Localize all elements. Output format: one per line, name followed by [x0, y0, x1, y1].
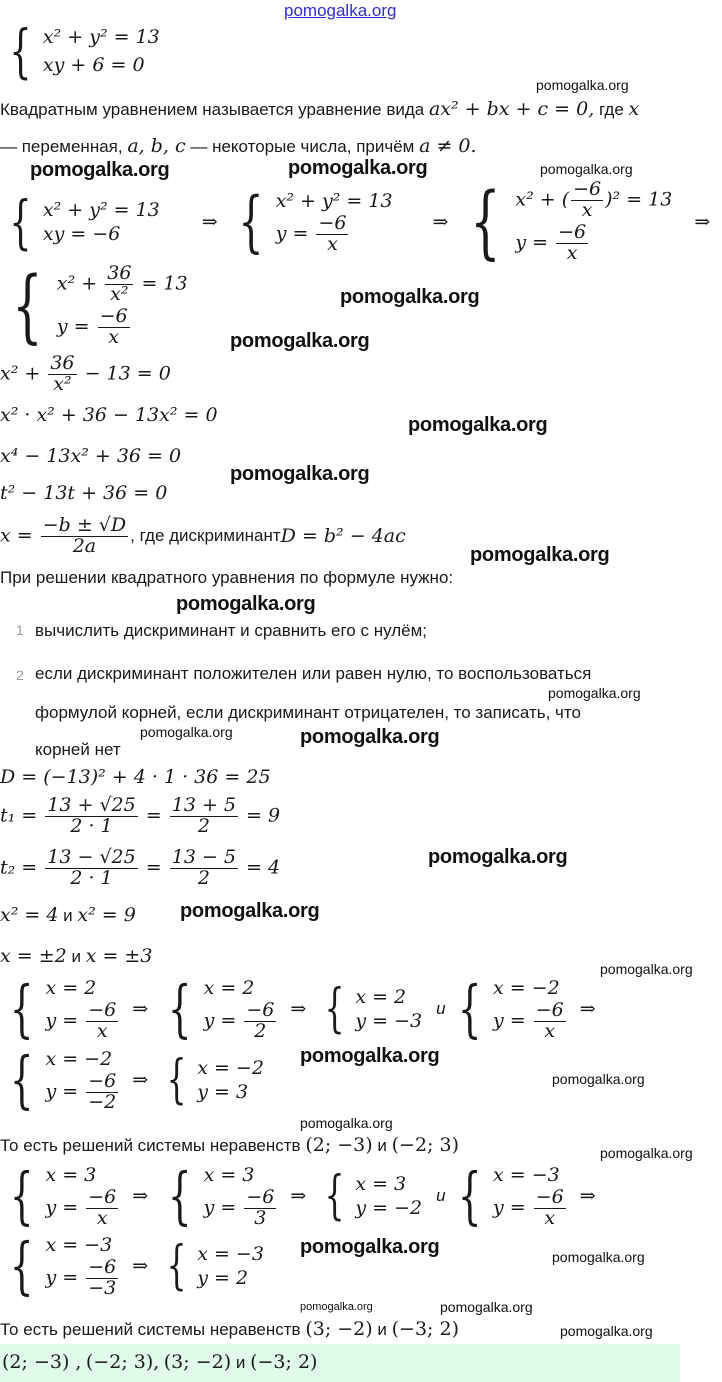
system-row: x = 2 [203, 976, 255, 999]
system-row: x = −2 [45, 1047, 113, 1070]
substitution-step: { x² + y² = 13 xy = −6 ⇒ { x² + y² = 13 y = $\frac{-6}{x}$ ⇒ { x² + ( $\frac{-6}{x}$ )² = 13 y = $\frac{-6}{x}$ ⇒ [9, 175, 711, 268]
system-row: y = $\frac{-6}{-3}$ [45, 1255, 117, 1299]
discriminant: D = (−13)² + 4 · 1 · 36 = 25 [0, 766, 271, 788]
implies-icon: ⇒ [132, 1185, 149, 1207]
system-row: x = −3 [45, 1233, 113, 1256]
text: и [372, 1136, 392, 1155]
text: где [594, 100, 629, 119]
solution: (−3; 2) [391, 1318, 460, 1340]
math: x = ±2 [0, 945, 67, 967]
system-row: x² + y² = 13 [42, 199, 160, 221]
fraction: $\frac{-6}{x}$ [99, 304, 128, 348]
system-row: x² + ( $\frac{-6}{x}$ )² = 13 [515, 178, 673, 222]
fraction: $\frac{13 - 5}{2}$ [171, 846, 236, 889]
case-a-row-1: { x = 2 y = $\frac{-6}{x}$ ⇒ { x = 2 y = $\frac{-6}{2}$ ⇒ { x = 2 y = −3 и { x = −2 y = $\frac{-6}{x}$ ⇒ [9, 972, 596, 1045]
case-b-row-2: { x = −3 y = $\frac{-6}{-3}$ ⇒ { x = −3 y = 2 [9, 1229, 264, 1302]
rule-intro: При решении квадратного уравнения по формуле нужно: [0, 568, 454, 587]
fraction: $\frac{36}{\text{x²}}$ [50, 352, 75, 395]
watermark: pomogalka.org [552, 1071, 645, 1087]
watermark: pomogalka.org [540, 161, 633, 177]
fraction: $\frac{-6}{x}$ [535, 998, 564, 1042]
system-row: y = $\frac{-6}{x}$ [45, 998, 117, 1042]
list-number: 1 [16, 622, 24, 638]
system-row: x = −3 [493, 1163, 560, 1186]
text: Квадратным уравнением называется уравнение вида [0, 100, 429, 119]
system-row: y = $\frac{-6}{3}$ [203, 1185, 275, 1229]
system-row: x = 2 [45, 976, 97, 999]
implies-icon: ⇒ [201, 211, 218, 233]
implies-icon: ⇒ [132, 1255, 149, 1277]
system-row: y = $\frac{-6}{2}$ [203, 998, 275, 1042]
fraction: $\frac{-6}{x}$ [88, 998, 117, 1042]
system-row: x = −2 [493, 976, 560, 999]
watermark: pomogalka.org [30, 159, 170, 181]
fraction: $\frac{-6}{-3}$ [88, 1255, 117, 1299]
answer [2, 1351, 317, 1373]
system-row: y = $\frac{-6}{x}$ [515, 221, 587, 264]
system-row: xy = −6 [42, 223, 121, 245]
root-t1: t₁ = $\frac{13 + √25}{2 \cdot 1}$ = $\frac{13 + 5}{2}$ = 9 [0, 794, 281, 837]
watermark: pomogalka.org [300, 1236, 440, 1258]
system-row: xy + 6 = 0 [42, 54, 145, 76]
implies-icon: ⇒ [579, 1185, 596, 1207]
solution: (2; −3) , [2, 1351, 82, 1373]
fraction: $\frac{13 + √25}{2 \cdot 1}$ [47, 794, 136, 837]
equation: x⁴ − 13x² + 36 = 0 [0, 445, 182, 467]
system-row: x² + y² = 13 [42, 26, 160, 48]
fraction: $\frac{-6}{-2}$ [88, 1069, 117, 1113]
watermark: pomogalka.org [548, 685, 641, 701]
fraction: $\frac{-6}{2}$ [246, 998, 275, 1042]
solution: (−2; 3) [391, 1134, 460, 1156]
definition-line-1 [0, 98, 639, 120]
fraction: $\frac{13 - √25}{2 \cdot 1}$ [47, 846, 136, 889]
watermark: pomogalka.org [300, 1115, 393, 1131]
text: и [231, 1353, 251, 1372]
watermark: pomogalka.org [300, 1301, 373, 1313]
fraction: $\frac{-6}{x}$ [535, 1185, 564, 1229]
x-values [0, 945, 152, 967]
system-row: y = 2 [197, 1267, 249, 1289]
fraction: $\frac{-6}{x}$ [558, 221, 587, 264]
implies-icon: ⇒ [432, 211, 449, 233]
solution: (2; −3) [305, 1134, 373, 1156]
system-row: y = $\frac{-6}{x}$ [56, 304, 128, 348]
system-row: y = $\frac{-6}{x}$ [45, 1185, 117, 1229]
text: — некоторые числа, причём [185, 137, 420, 156]
watermark: pomogalka.org [536, 77, 629, 93]
text: и [436, 1186, 446, 1205]
implies-icon: ⇒ [132, 1069, 149, 1091]
math: D = b² − 4ac [280, 525, 406, 547]
watermark: pomogalka.org [288, 157, 428, 179]
case-a-row-2: { x = −2 y = $\frac{-6}{-2}$ ⇒ { x = −2 y = 3 [9, 1043, 264, 1116]
watermark: pomogalka.org [340, 286, 480, 308]
equation: x² + $\frac{36}{\text{x²}}$ − 13 = 0 [0, 352, 171, 395]
watermark: pomogalka.org [230, 463, 370, 485]
system-row: x² + y² = 13 [275, 189, 393, 212]
fraction: $\frac{-6}{x}$ [88, 1185, 117, 1229]
system-row: x = 3 [355, 1173, 407, 1195]
text: и [66, 947, 86, 966]
definition-line-2 [0, 135, 477, 157]
text: — переменная, [0, 137, 128, 156]
case-b-conclusion [0, 1318, 459, 1340]
watermark-top[interactable]: pomogalka.org [284, 1, 397, 20]
system-row: y = −3 [355, 1010, 423, 1032]
watermark: pomogalka.org [600, 1145, 693, 1161]
watermark: pomogalka.org [140, 724, 233, 740]
watermark: pomogalka.org [408, 414, 548, 436]
system-row: x = 3 [45, 1163, 97, 1186]
system-row: x² + $\frac{36}{\text{x²}}$ = 13 [56, 262, 188, 305]
text: То есть решений системы неравенств [0, 1136, 306, 1155]
text: и [58, 906, 78, 925]
watermark: pomogalka.org [560, 1323, 653, 1339]
math: a, b, c [127, 135, 186, 157]
solution: (3; −2) [305, 1318, 373, 1340]
system-row: x = 2 [355, 986, 407, 1008]
system-row: y = 3 [197, 1081, 249, 1103]
math: a ≠ 0. [419, 135, 477, 157]
system-row: y = $\frac{-6}{-2}$ [45, 1069, 117, 1113]
watermark: pomogalka.org [180, 900, 320, 922]
list-item: если дискриминант положителен или равен нулю, то воспользоваться [35, 664, 592, 683]
initial-system: { x² + y² = 13 xy + 6 = 0 [9, 17, 160, 85]
list-number: 2 [16, 667, 24, 683]
fraction: $\frac{13 + 5}{2}$ [171, 794, 236, 837]
watermark: pomogalka.org [552, 1249, 645, 1265]
math: x² = 9 [77, 904, 136, 926]
implies-icon: ⇒ [579, 998, 596, 1020]
watermark: pomogalka.org [176, 593, 316, 615]
watermark: pomogalka.org [440, 1299, 533, 1315]
system-row: y = $\frac{-6}{x}$ [493, 998, 564, 1042]
text: и [372, 1320, 392, 1339]
case-b-row-1: { x = 3 y = $\frac{-6}{x}$ ⇒ { x = 3 y = $\frac{-6}{3}$ ⇒ { x = 3 y = −2 и { x = −3 y = $\frac{-6}{x}$ ⇒ [9, 1159, 596, 1232]
implies-icon: ⇒ [290, 998, 307, 1020]
list-item-continued: корней нет [35, 740, 121, 759]
system-row: x = −3 [197, 1243, 264, 1265]
system-row: y = $\frac{-6}{x}$ [275, 211, 347, 255]
watermark: pomogalka.org [428, 846, 568, 868]
fraction: $\frac{-6}{3}$ [246, 1185, 275, 1229]
math: x [628, 98, 640, 120]
watermark: pomogalka.org [600, 961, 693, 977]
list-item: вычислить дискриминант и сравнить его с нулём; [35, 621, 428, 640]
quadratic-formula [0, 508, 406, 564]
system-step-2: { x² + $\frac{36}{\text{x²}}$ = 13 y = $\frac{-6}{x}$ [12, 258, 188, 352]
system-row: y = −2 [355, 1197, 423, 1219]
math: x² = 4 [0, 904, 59, 926]
math: x = ±3 [85, 945, 153, 967]
math: ax² + bx + c = 0, [428, 98, 595, 120]
equation: x² · x² + 36 − 13x² = 0 [0, 404, 218, 426]
implies-icon: ⇒ [694, 211, 711, 233]
watermark: pomogalka.org [230, 330, 370, 352]
answer-box [0, 1344, 680, 1382]
solution: (3; −2) [163, 1351, 232, 1373]
implies-icon: ⇒ [290, 1185, 307, 1207]
text: и [436, 999, 446, 1018]
x-squared-values [0, 904, 136, 926]
system-row: y = $\frac{-6}{x}$ [493, 1185, 564, 1229]
equation: t² − 13t + 36 = 0 [0, 482, 168, 504]
watermark: pomogalka.org [300, 1045, 440, 1067]
fraction: $\frac{-b \pm √D}{2a}$ [42, 513, 127, 557]
fraction: $\frac{-6}{x}$ [573, 178, 602, 222]
list-item-continued: формулой корней, если дискриминант отрицателен, то записать, что [35, 703, 581, 722]
text: То есть решений системы неравенств [0, 1320, 306, 1339]
watermark: pomogalka.org [300, 726, 440, 748]
math: x = $\frac{-b \pm √D}{2a}$ [0, 513, 127, 557]
fraction: $\frac{36}{\text{x²}}$ [107, 262, 132, 305]
case-a-conclusion [0, 1134, 459, 1156]
implies-icon: ⇒ [132, 998, 149, 1020]
solution: (−3; 2) [250, 1351, 318, 1373]
system-row: x = 3 [203, 1163, 255, 1186]
root-t2: t₂ = $\frac{13 - √25}{2 \cdot 1}$ = $\frac{13 - 5}{2}$ = 4 [0, 846, 281, 889]
watermark: pomogalka.org [470, 544, 610, 566]
text: , где дискриминант [130, 526, 281, 545]
solution: (−2; 3), [85, 1351, 160, 1373]
system-row: x = −2 [197, 1057, 264, 1079]
fraction: $\frac{-6}{x}$ [318, 211, 347, 255]
